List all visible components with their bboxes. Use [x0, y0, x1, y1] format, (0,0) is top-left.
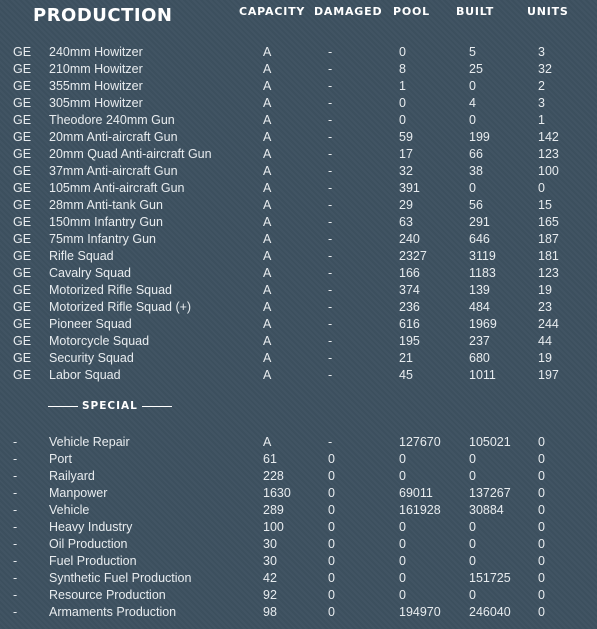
row-units: 0 [538, 571, 545, 585]
row-built: 291 [469, 215, 490, 229]
row-nation: GE [13, 62, 32, 76]
row-pool: 0 [399, 588, 406, 602]
row-units: 123 [538, 147, 559, 161]
row-units: 23 [538, 300, 552, 314]
row-nation: GE [13, 283, 32, 297]
row-name: Synthetic Fuel Production [49, 571, 192, 585]
row-damaged: 0 [328, 605, 335, 619]
row-pool: 0 [399, 520, 406, 534]
row-damaged: - [328, 164, 333, 178]
table-row[interactable] [0, 604, 597, 621]
row-capacity: A [263, 334, 272, 348]
row-name: Theodore 240mm Gun [49, 113, 175, 127]
row-capacity: A [263, 198, 272, 212]
row-name: 28mm Anti-tank Gun [49, 198, 163, 212]
row-built: 0 [469, 469, 476, 483]
row-built: 4 [469, 96, 476, 110]
row-name: Security Squad [49, 351, 134, 365]
row-damaged: - [328, 215, 333, 229]
row-capacity: 42 [263, 571, 277, 585]
row-pool: 374 [399, 283, 420, 297]
row-capacity: 92 [263, 588, 277, 602]
row-damaged: - [328, 300, 333, 314]
row-built: 66 [469, 147, 483, 161]
row-units: 100 [538, 164, 559, 178]
row-name: 20mm Anti-aircraft Gun [49, 130, 178, 144]
row-name: Motorcycle Squad [49, 334, 150, 348]
row-name: Cavalry Squad [49, 266, 131, 280]
special-section-title: SPECIAL [82, 400, 138, 412]
row-capacity: A [263, 215, 272, 229]
row-damaged: 0 [328, 486, 335, 500]
row-nation: - [13, 520, 18, 534]
row-pool: 161928 [399, 503, 441, 517]
row-units: 0 [538, 181, 545, 195]
row-units: 32 [538, 62, 552, 76]
row-units: 197 [538, 368, 559, 382]
row-built: 38 [469, 164, 483, 178]
row-damaged: 0 [328, 588, 335, 602]
row-damaged: - [328, 232, 333, 246]
row-capacity: A [263, 283, 272, 297]
row-units: 187 [538, 232, 559, 246]
row-capacity: 289 [263, 503, 284, 517]
row-built: 246040 [469, 605, 511, 619]
row-capacity: 30 [263, 537, 277, 551]
row-units: 0 [538, 520, 545, 534]
table-row[interactable] [0, 468, 597, 485]
table-row[interactable] [0, 434, 597, 451]
row-built: 0 [469, 452, 476, 466]
row-capacity: A [263, 368, 272, 382]
row-pool: 0 [399, 537, 406, 551]
row-name: 37mm Anti-aircraft Gun [49, 164, 178, 178]
row-name: Railyard [49, 469, 95, 483]
row-built: 151725 [469, 571, 511, 585]
row-built: 0 [469, 181, 476, 195]
row-units: 3 [538, 96, 545, 110]
row-units: 19 [538, 283, 552, 297]
row-nation: - [13, 469, 18, 483]
row-units: 181 [538, 249, 559, 263]
row-built: 5 [469, 45, 476, 59]
row-pool: 32 [399, 164, 413, 178]
row-nation: GE [13, 232, 32, 246]
row-capacity: A [263, 181, 272, 195]
row-nation: GE [13, 45, 32, 59]
row-nation: GE [13, 113, 32, 127]
row-pool: 166 [399, 266, 420, 280]
row-nation: GE [13, 266, 32, 280]
row-units: 15 [538, 198, 552, 212]
row-nation: - [13, 571, 18, 585]
row-pool: 616 [399, 317, 420, 331]
row-units: 0 [538, 537, 545, 551]
row-units: 165 [538, 215, 559, 229]
row-nation: GE [13, 368, 32, 382]
row-name: Rifle Squad [49, 249, 114, 263]
row-pool: 0 [399, 469, 406, 483]
row-capacity: A [263, 96, 272, 110]
row-built: 137267 [469, 486, 511, 500]
row-pool: 63 [399, 215, 413, 229]
row-damaged: - [328, 62, 333, 76]
special-section-header [44, 400, 176, 412]
row-units: 0 [538, 452, 545, 466]
table-row[interactable] [0, 61, 597, 78]
table-row[interactable] [0, 502, 597, 519]
row-built: 646 [469, 232, 490, 246]
row-pool: 194970 [399, 605, 441, 619]
row-nation: - [13, 554, 18, 568]
row-capacity: A [263, 232, 272, 246]
row-name: 150mm Infantry Gun [49, 215, 163, 229]
table-row[interactable] [0, 350, 597, 367]
row-built: 1969 [469, 317, 497, 331]
row-nation: GE [13, 164, 32, 178]
row-name: 75mm Infantry Gun [49, 232, 156, 246]
table-row[interactable] [0, 553, 597, 570]
row-units: 2 [538, 79, 545, 93]
row-damaged: - [328, 181, 333, 195]
row-nation: GE [13, 198, 32, 212]
row-damaged: - [328, 147, 333, 161]
page-title: PRODUCTION [33, 5, 173, 26]
row-built: 199 [469, 130, 490, 144]
row-built: 0 [469, 554, 476, 568]
row-damaged: 0 [328, 554, 335, 568]
row-capacity: A [263, 79, 272, 93]
row-nation: - [13, 486, 18, 500]
row-name: 305mm Howitzer [49, 96, 143, 110]
row-nation: - [13, 503, 18, 517]
row-units: 0 [538, 605, 545, 619]
table-row[interactable] [0, 485, 597, 502]
row-units: 142 [538, 130, 559, 144]
table-row[interactable] [0, 570, 597, 587]
row-units: 0 [538, 554, 545, 568]
row-damaged: - [328, 113, 333, 127]
table-row[interactable] [0, 214, 597, 231]
row-nation: - [13, 605, 18, 619]
row-pool: 21 [399, 351, 413, 365]
row-damaged: - [328, 283, 333, 297]
row-nation: - [13, 452, 18, 466]
row-capacity: A [263, 147, 272, 161]
row-damaged: - [328, 368, 333, 382]
table-row[interactable] [0, 78, 597, 95]
row-damaged: - [328, 198, 333, 212]
row-pool: 0 [399, 554, 406, 568]
row-pool: 0 [399, 452, 406, 466]
row-name: 20mm Quad Anti-aircraft Gun [49, 147, 212, 161]
row-pool: 17 [399, 147, 413, 161]
column-header-pool[interactable]: POOL [393, 5, 430, 18]
row-damaged: - [328, 45, 333, 59]
row-built: 484 [469, 300, 490, 314]
row-built: 237 [469, 334, 490, 348]
row-nation: - [13, 435, 18, 449]
row-nation: GE [13, 351, 32, 365]
row-pool: 45 [399, 368, 413, 382]
row-units: 0 [538, 588, 545, 602]
row-pool: 195 [399, 334, 420, 348]
row-capacity: A [263, 62, 272, 76]
row-units: 3 [538, 45, 545, 59]
table-row[interactable] [0, 367, 597, 384]
table-row[interactable] [0, 451, 597, 468]
row-nation: - [13, 537, 18, 551]
row-name: Labor Squad [49, 368, 121, 382]
row-built: 30884 [469, 503, 504, 517]
table-row[interactable] [0, 536, 597, 553]
row-built: 0 [469, 79, 476, 93]
row-pool: 0 [399, 96, 406, 110]
row-name: 210mm Howitzer [49, 62, 143, 76]
row-units: 0 [538, 435, 545, 449]
row-name: Port [49, 452, 72, 466]
row-pool: 2327 [399, 249, 427, 263]
table-row[interactable] [0, 129, 597, 146]
row-units: 0 [538, 469, 545, 483]
row-pool: 59 [399, 130, 413, 144]
row-pool: 391 [399, 181, 420, 195]
row-capacity: A [263, 435, 272, 449]
table-row[interactable] [0, 146, 597, 163]
row-units: 44 [538, 334, 552, 348]
table-row[interactable] [0, 282, 597, 299]
row-capacity: 228 [263, 469, 284, 483]
row-nation: GE [13, 317, 32, 331]
special-list [0, 434, 597, 621]
row-capacity: A [263, 300, 272, 314]
row-damaged: - [328, 130, 333, 144]
row-name: Vehicle Repair [49, 435, 130, 449]
title-rule-right [142, 406, 172, 407]
table-row[interactable] [0, 44, 597, 61]
row-built: 680 [469, 351, 490, 365]
row-capacity: 30 [263, 554, 277, 568]
table-row[interactable] [0, 299, 597, 316]
row-built: 3119 [469, 249, 496, 263]
row-nation: GE [13, 130, 32, 144]
row-name: Heavy Industry [49, 520, 133, 534]
row-nation: GE [13, 215, 32, 229]
row-name: Fuel Production [49, 554, 137, 568]
row-capacity: A [263, 351, 272, 365]
row-damaged: - [328, 266, 333, 280]
row-name: Oil Production [49, 537, 128, 551]
row-capacity: A [263, 266, 272, 280]
row-built: 56 [469, 198, 483, 212]
row-capacity: A [263, 249, 272, 263]
row-capacity: A [263, 164, 272, 178]
row-nation: GE [13, 300, 32, 314]
row-units: 19 [538, 351, 552, 365]
row-pool: 127670 [399, 435, 441, 449]
row-pool: 69011 [399, 486, 433, 500]
row-damaged: - [328, 435, 333, 449]
column-header-capacity[interactable]: CAPACITY [239, 5, 306, 18]
row-name: Motorized Rifle Squad [49, 283, 172, 297]
table-row[interactable] [0, 587, 597, 604]
row-nation: - [13, 588, 18, 602]
row-damaged: 0 [328, 469, 335, 483]
row-pool: 240 [399, 232, 420, 246]
row-nation: GE [13, 79, 32, 93]
row-damaged: - [328, 96, 333, 110]
row-capacity: A [263, 45, 272, 59]
row-name: Resource Production [49, 588, 166, 602]
row-units: 244 [538, 317, 559, 331]
row-pool: 1 [399, 79, 406, 93]
row-nation: GE [13, 96, 32, 110]
row-capacity: 100 [263, 520, 284, 534]
row-name: 240mm Howitzer [49, 45, 143, 59]
table-row[interactable] [0, 112, 597, 129]
row-capacity: 61 [263, 452, 277, 466]
row-capacity: 1630 [263, 486, 291, 500]
row-built: 0 [469, 588, 476, 602]
row-damaged: - [328, 351, 333, 365]
row-capacity: A [263, 113, 272, 127]
row-nation: GE [13, 249, 32, 263]
table-row[interactable] [0, 265, 597, 282]
row-built: 0 [469, 520, 476, 534]
row-capacity: A [263, 130, 272, 144]
row-built: 139 [469, 283, 490, 297]
row-units: 0 [538, 503, 545, 517]
row-damaged: 0 [328, 537, 335, 551]
row-name: Vehicle [49, 503, 90, 517]
table-row[interactable] [0, 95, 597, 112]
row-nation: GE [13, 147, 32, 161]
row-name: 355mm Howitzer [49, 79, 143, 93]
row-damaged: 0 [328, 520, 335, 534]
row-pool: 8 [399, 62, 406, 76]
table-row[interactable] [0, 180, 597, 197]
row-built: 105021 [469, 435, 511, 449]
row-built: 25 [469, 62, 483, 76]
row-damaged: 0 [328, 571, 335, 585]
table-row[interactable] [0, 163, 597, 180]
row-name: Armaments Production [49, 605, 177, 619]
row-damaged: - [328, 79, 333, 93]
row-damaged: 0 [328, 452, 335, 466]
table-row[interactable] [0, 248, 597, 265]
row-capacity: A [263, 317, 272, 331]
row-pool: 0 [399, 45, 406, 59]
column-header-built[interactable]: BUILT [456, 5, 495, 18]
row-nation: GE [13, 181, 32, 195]
row-pool: 0 [399, 571, 406, 585]
row-units: 123 [538, 266, 559, 280]
row-name: Motorized Rifle Squad (+) [49, 300, 192, 314]
table-row[interactable] [0, 316, 597, 333]
row-built: 0 [469, 537, 476, 551]
table-row[interactable] [0, 197, 597, 214]
column-header-units[interactable]: UNITS [527, 5, 569, 18]
unit-list [0, 44, 597, 384]
row-damaged: - [328, 249, 333, 263]
table-row[interactable] [0, 333, 597, 350]
row-damaged: - [328, 334, 333, 348]
title-rule-left [48, 406, 78, 407]
row-capacity: 98 [263, 605, 277, 619]
table-row[interactable] [0, 519, 597, 536]
row-units: 1 [538, 113, 545, 127]
row-built: 1011 [469, 368, 496, 382]
row-built: 1183 [469, 266, 496, 280]
row-nation: GE [13, 334, 32, 348]
row-pool: 236 [399, 300, 420, 314]
row-pool: 0 [399, 113, 406, 127]
row-damaged: 0 [328, 503, 335, 517]
table-row[interactable] [0, 231, 597, 248]
row-name: Pioneer Squad [49, 317, 132, 331]
row-pool: 29 [399, 198, 413, 212]
row-name: Manpower [49, 486, 108, 500]
row-name: 105mm Anti-aircraft Gun [49, 181, 185, 195]
row-units: 0 [538, 486, 545, 500]
row-built: 0 [469, 113, 476, 127]
column-header-damaged[interactable]: DAMAGED [314, 5, 383, 18]
row-damaged: - [328, 317, 333, 331]
